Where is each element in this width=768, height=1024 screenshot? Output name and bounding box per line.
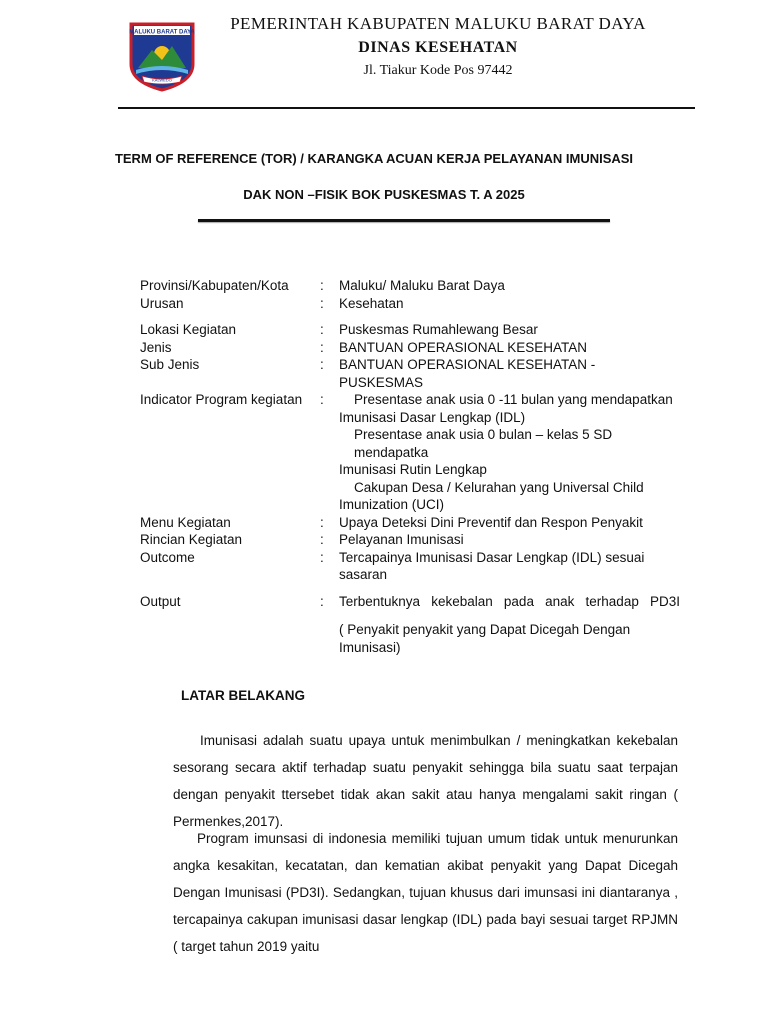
info-colon: : bbox=[320, 392, 324, 407]
info-colon: : bbox=[320, 549, 324, 565]
info-row-menu bbox=[140, 514, 680, 532]
indicator-item: Presentase anak usia 0 bulan – kelas 5 SD mendapatka bbox=[354, 427, 613, 460]
info-row-provinsi bbox=[140, 277, 680, 295]
regency-emblem-logo bbox=[128, 20, 196, 92]
info-value: Pelayanan Imunisasi bbox=[339, 532, 464, 547]
info-row-indicator bbox=[140, 391, 680, 514]
info-value: Upaya Deteksi Dini Preventif dan Respon Penyakit bbox=[339, 514, 643, 530]
info-row-urusan bbox=[140, 295, 680, 313]
info-label: Urusan bbox=[140, 295, 184, 311]
letterhead bbox=[200, 12, 676, 82]
logo-banner-text: MALUKU BARAT DAYA bbox=[129, 29, 195, 36]
info-label: Indicator Program kegiatan bbox=[140, 392, 303, 407]
info-row-sub-jenis bbox=[140, 356, 680, 391]
indicator-item-cont: Imunization (UCI) bbox=[339, 497, 445, 512]
section-heading-latar-belakang: LATAR BELAKANG bbox=[181, 688, 305, 703]
department-address: Jl. Tiakur Kode Pos 97442 bbox=[363, 63, 513, 78]
indicator-item: Presentase anak usia 0 -11 bulan yang mendapatkan bbox=[354, 392, 673, 407]
info-colon: : bbox=[320, 514, 324, 530]
output-value bbox=[339, 593, 680, 657]
info-row-output bbox=[140, 593, 680, 657]
letterhead-divider bbox=[118, 107, 695, 109]
indicator-item-cont: Imunisasi Dasar Lengkap (IDL) bbox=[339, 409, 526, 425]
info-label: Jenis bbox=[140, 339, 172, 355]
document-title-line2: DAK NON –FISIK BOK PUSKESMAS T. A 2025 bbox=[243, 187, 525, 202]
info-label: Menu Kegiatan bbox=[140, 514, 231, 530]
info-colon: : bbox=[320, 357, 324, 372]
info-colon: : bbox=[320, 322, 324, 337]
info-value: Puskesmas Rumahlewang Besar bbox=[339, 322, 538, 337]
indicator-item-cont: Imunisasi Rutin Lengkap bbox=[339, 462, 487, 477]
info-label: Lokasi Kegiatan bbox=[140, 322, 237, 337]
info-label: Output bbox=[140, 593, 181, 609]
info-value: Kesehatan bbox=[339, 295, 404, 311]
output-line: ( Penyakit penyakit yang Dapat Dicegah Dengan Imunisasi) bbox=[339, 622, 631, 655]
government-name: PEMERINTAH KABUPATEN MALUKU BARAT DAYA bbox=[230, 14, 646, 33]
info-colon: : bbox=[320, 339, 324, 355]
title-underline bbox=[198, 219, 610, 222]
logo-ribbon-text: KALWEDO bbox=[152, 77, 172, 83]
info-colon: : bbox=[320, 295, 324, 311]
info-value: BANTUAN OPERASIONAL KESEHATAN - PUSKESMAS bbox=[339, 357, 596, 390]
info-value: BANTUAN OPERASIONAL KESEHATAN bbox=[339, 339, 588, 355]
body-paragraph bbox=[173, 727, 678, 835]
info-label: Outcome bbox=[140, 549, 195, 565]
info-row-jenis bbox=[140, 339, 680, 357]
paragraph-text: Program imunsasi di indonesia memiliki tujuan umum tidak untuk menurunkan angka kesakitan, kecatatan, dan kematian akibat penyakit yang Dapat Dicegah Dengan Imunisasi (PD3I). Sedangkan, tujuan khusus dari imunsasi ini diantaranya , tercapainya cakupan imunisasi dasar lengkap (IDL) pada bayi sesuai target RPJMN ( target tahun 2019 yaitu bbox=[173, 831, 678, 954]
output-line: Terbentuknya kekebalan pada anak terhadap PD3I bbox=[339, 593, 680, 609]
info-row-rincian bbox=[140, 531, 680, 549]
info-row-lokasi bbox=[140, 321, 680, 339]
info-colon: : bbox=[320, 532, 324, 547]
department-name: DINAS KESEHATAN bbox=[358, 39, 518, 56]
info-colon: : bbox=[320, 278, 324, 293]
info-value: Maluku/ Maluku Barat Daya bbox=[339, 278, 505, 293]
document-title-line1: TERM OF REFERENCE (TOR) / KARANGKA ACUAN KERJA PELAYANAN IMUNISASI bbox=[114, 151, 634, 166]
indicator-list bbox=[339, 391, 680, 514]
info-value: Tercapainya Imunisasi Dasar Lengkap (IDL) sesuai sasaran bbox=[339, 549, 645, 582]
info-colon: : bbox=[320, 593, 324, 609]
body-paragraph bbox=[173, 825, 678, 960]
paragraph-text: Imunisasi adalah suatu upaya untuk menimbulkan / meningkatkan kekebalan sesorang secara aktif terhadap suatu penyakit sehingga bila suatu saat terpajan dengan penyakit ttersebet tidak akan sakit atau hanya mengalami sakit ringan ( Permenkes,2017). bbox=[173, 733, 678, 829]
info-label: Provinsi/Kabupaten/Kota bbox=[140, 278, 289, 293]
activity-info-table bbox=[140, 277, 680, 656]
info-label: Sub Jenis bbox=[140, 357, 200, 372]
info-label: Rincian Kegiatan bbox=[140, 532, 243, 547]
indicator-item: Cakupan Desa / Kelurahan yang Universal Child bbox=[354, 479, 644, 495]
info-row-outcome bbox=[140, 549, 680, 584]
